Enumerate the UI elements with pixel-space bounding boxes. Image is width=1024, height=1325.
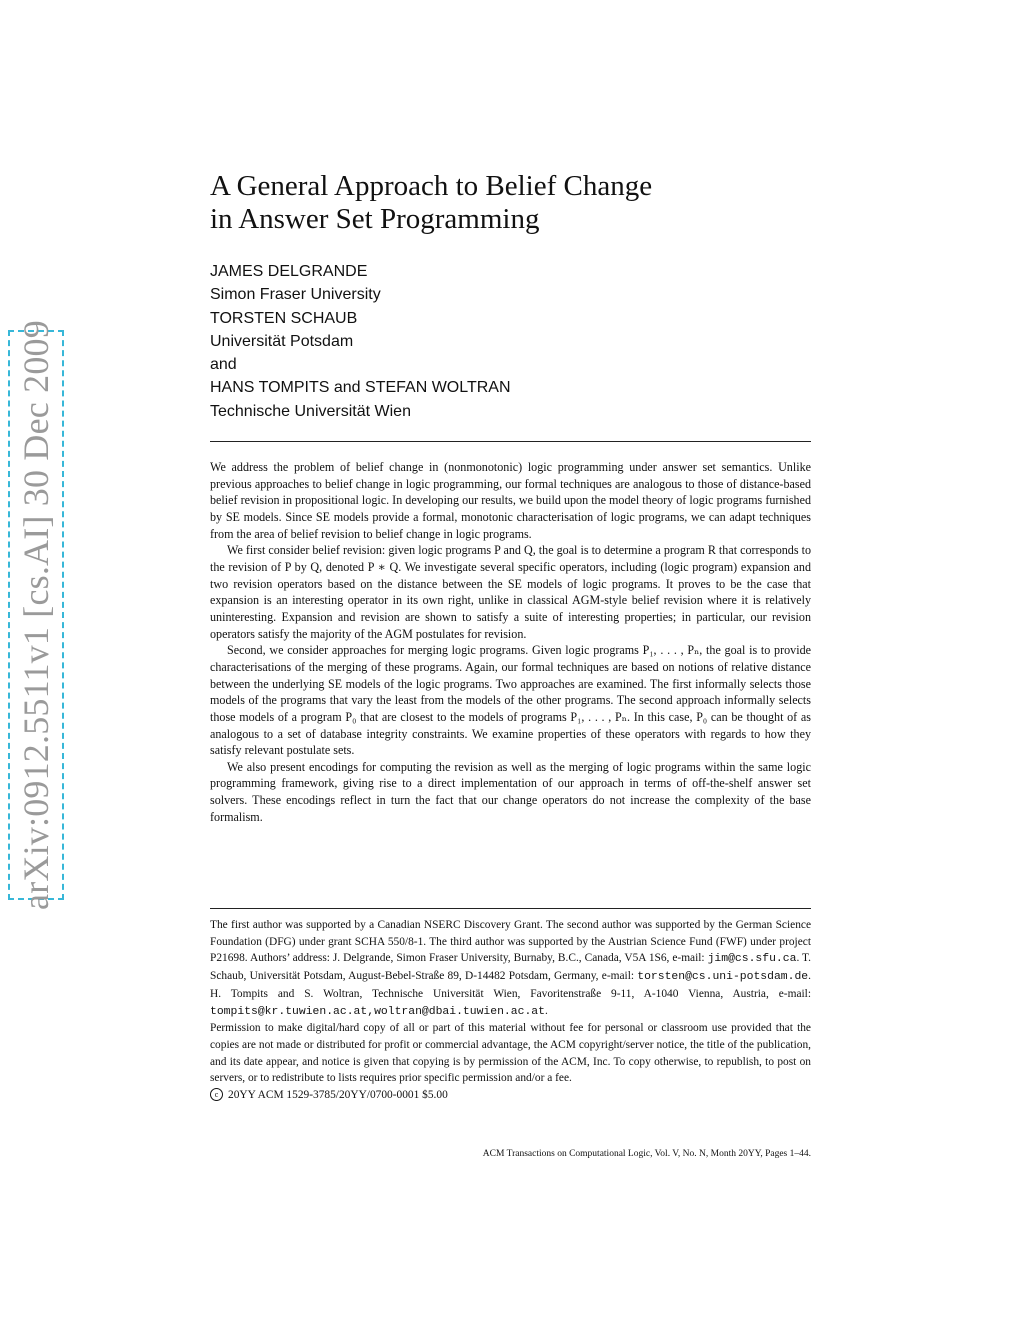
abstract-paragraph: We first consider belief revision: given logic programs P and Q, the goal is to determine a program R that corresponds to the revision of P by Q, denoted P ∗ Q. We investigate several specific operators, including (logic program) expansion and two revision operators based on the distance between the SE models of logic programs. It proves to be the case that expansion is an interesting operator in its own right, unlike in classical AGM-style belief revision where it is relatively uninteresting. Expansion and revision are shown to satisfy a suite of interesting properties; in particular, our revision operators satisfy the majority of the AGM postulates for revision. [210,543,811,641]
email-tompits: tompits@kr.tuwien.ac.at [210,1005,368,1018]
address-text: . T. Schaub, Universität Potsdam, August-Bebel-Straße 89, D-14482 Potsdam, Germany, e-mail: [210,952,811,983]
email-schaub: torsten@cs.uni-potsdam.de [637,971,809,984]
author-name: JAMES DELGRANDE [210,263,368,280]
copyright-text: 20YY ACM 1529-3785/20YY/0700-0001 $5.00 [228,1089,448,1102]
funding-and-address [210,917,811,1020]
address-text: . H. Tompits and S. Woltran, Technische Universität Wien, Favoritenstraße 9-11, A-1040 Vienna, Austria, e-mail: [210,970,811,1000]
author-affiliation: Universität Potsdam [210,332,354,350]
address-end: . [544,1004,548,1017]
arxiv-stamp [8,320,64,910]
title-line-1: A General Approach to Belief Change [210,170,653,202]
copyright-line [210,1087,811,1104]
email-delgrande: jim@cs.sfu.ca [707,953,797,966]
funding-text: The first author was supported by a Canadian NSERC Discovery Grant. The second author was supported by the German Science Foundation (DFG) under grant SCHA 550/8-1. The third author was supported by the Austrian Science Fund (FWF) under project P21698. Authors’ address: J. Delgrande, Simon Fraser University, Burnaby, B.C., Canada, V5A 1S6, e-mail: [210,919,811,965]
title-line-2: in Answer Set Programming [210,203,540,235]
abstract-top-rule [210,441,811,442]
abstract-paragraph: Second, we consider approaches for merging logic programs. Given logic programs P₁, . . . , Pₙ, the goal is to provide characterisations of the merging of these programs. Again, our formal techniques are based on notions of relative distance between the underlying SE models of the logic programs. Two approaches are examined. The first informally selects those models of the programs that vary the least from the models of the other programs. The second approach informally selects those models of a program P₀ that are closest to the models of programs P₁, . . . , Pₙ. In this case, P₀ can be thought of as analogous to a set of database integrity constraints. We examine properties of these operators with regards to how they satisfy relevant postulate sets. [210,643,811,758]
author-conjunction: and [210,356,237,374]
email-separator: , [367,1005,375,1018]
author-name: HANS TOMPITS and STEFAN WOLTRAN [210,379,511,397]
author-affiliation: Technische Universität Wien [210,402,411,420]
paper-title [210,170,810,236]
abstract-paragraph: We address the problem of belief change in (nonmonotonic) logic programming under answer set semantics. Unlike previous approaches to belief change in logic programming, our formal techniques are analogous to those of distance-based belief revision in propositional logic. In developing our results, we build upon the model theory of logic programs furnished by SE models. Since SE models provide a formal, monotonic characterisation of logic programs, we can adapt techniques from the area of belief revision to belief change in logic programs. [210,460,811,541]
author-block [210,260,511,423]
abstract-paragraph: We also present encodings for computing the revision as well as the merging of logic programs within the same logic programming framework, giving rise to a direct implementation of our approach in terms of off-the-shelf answer set solvers. These encodings reflect in turn the fact that our change operators do not increase the complexity of the base formalism. [210,759,811,824]
email-woltran: woltran@dbai.tuwien.ac.at [374,1005,545,1018]
author-affiliation: Simon Fraser University [210,286,381,304]
permission-notice: Permission to make digital/hard copy of all or part of this material without fee for personal or classroom use provided that the copies are not made or distributed for profit or commercial advantage, the ACM copyright/server notice, the title of the publication, and its date appear, and notice is given that copying is by permission of the ACM, Inc. To copy otherwise, to republish, to post on servers, or to redistribute to lists requires prior specific permission and/or a fee. [210,1022,811,1085]
copyright-icon: c [210,1088,223,1101]
arxiv-identifier: arXiv:0912.5511v1 [cs.AI] 30 Dec 2009 [16,320,57,910]
footnote-rule [210,908,811,909]
author-name: TORSTEN SCHAUB [210,309,358,327]
footnote [210,917,811,1104]
journal-footer: ACM Transactions on Computational Logic, Vol. V, No. N, Month 20YY, Pages 1–44. [482,1149,811,1159]
abstract [210,459,811,825]
